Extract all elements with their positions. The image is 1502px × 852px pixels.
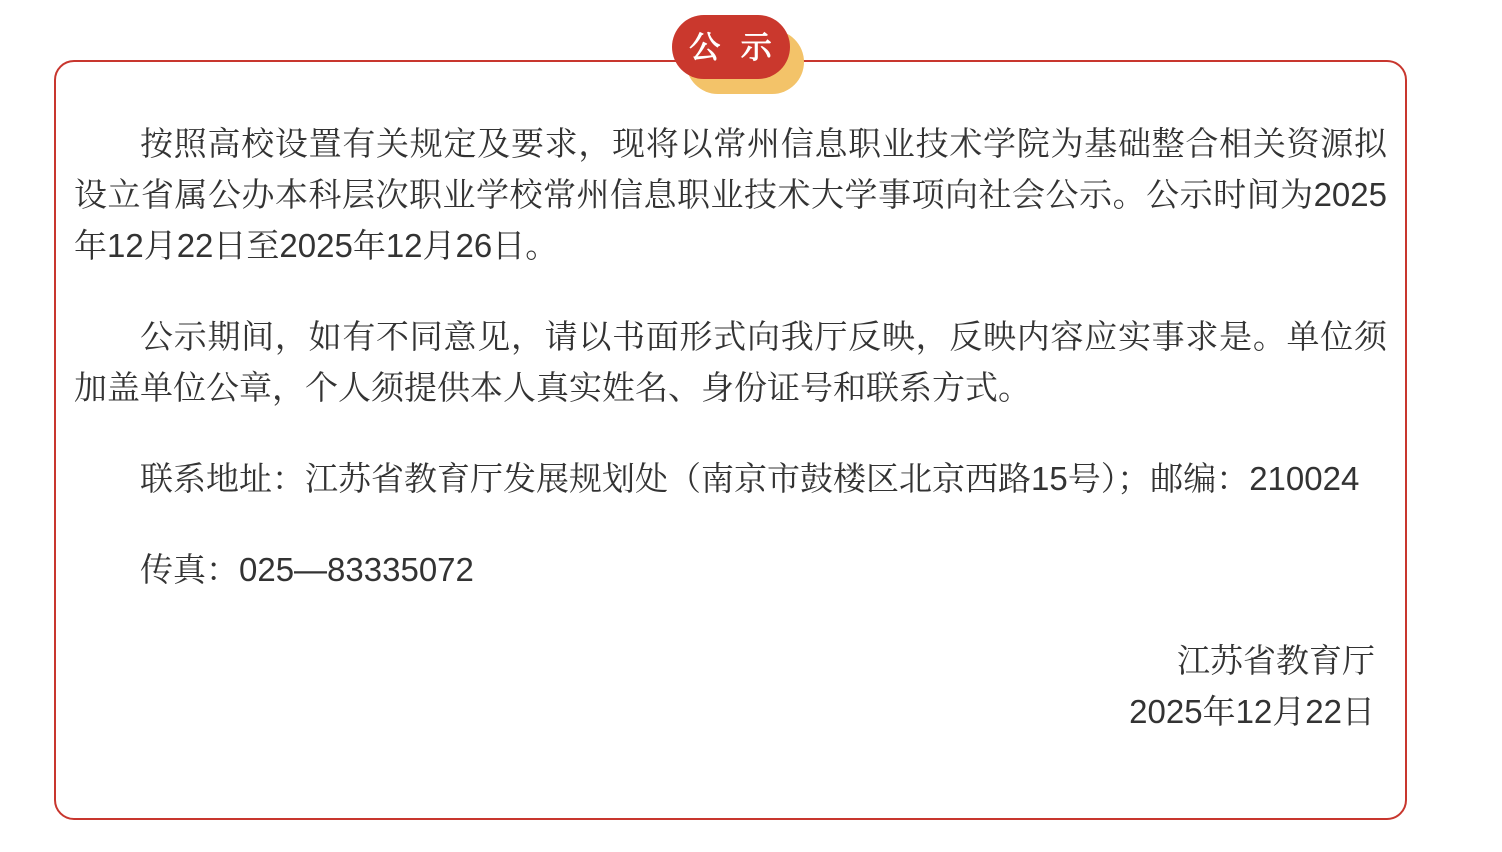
signature-date: 2025年12月22日 xyxy=(1129,693,1375,730)
notice-badge xyxy=(672,15,790,79)
notice-paragraph-feedback: 公示期间，如有不同意见，请以书面形式向我厅反映，反映内容应实事求是。单位须加盖单位公章，个人须提供本人真实姓名、身份证号和联系方式。 xyxy=(74,318,1387,406)
badge-label: 公 示 xyxy=(689,29,778,65)
signature-block xyxy=(74,635,1387,737)
signature-issuer: 江苏省教育厅 xyxy=(1177,642,1375,679)
badge-red-pill xyxy=(672,15,790,79)
notice-paragraph-intro: 按照高校设置有关规定及要求，现将以常州信息职业技术学院为基础整合相关资源拟设立省属公办本科层次职业学校常州信息职业技术大学事项向社会公示。公示时间为2025年12月22日至2025年12月26日。 xyxy=(74,125,1387,264)
notice-box xyxy=(54,29,1407,820)
notice-paragraph-address: 联系地址：江苏省教育厅发展规划处（南京市鼓楼区北京西路15号）；邮编：210024 xyxy=(140,460,1360,497)
notice-paragraph-fax: 传真：025—83335072 xyxy=(140,551,474,588)
